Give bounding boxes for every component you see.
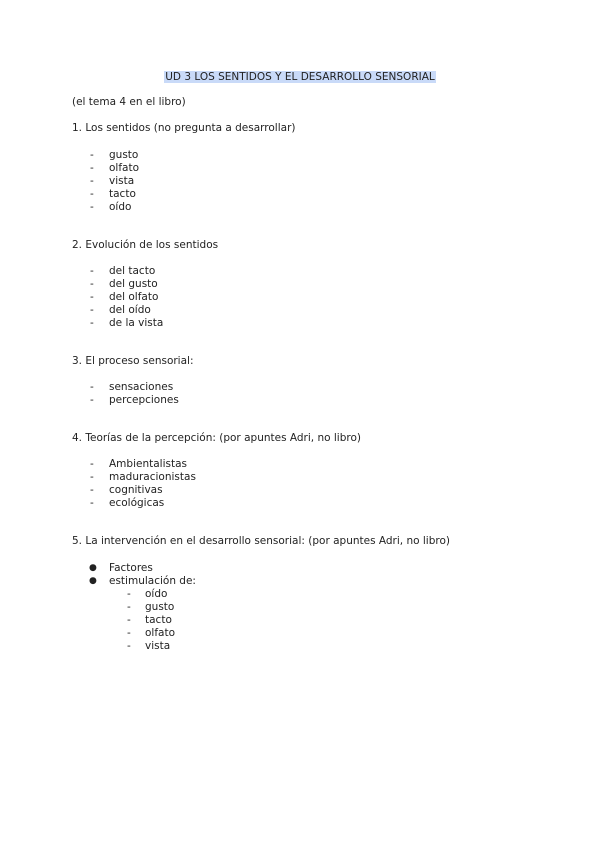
- sublist-item: olfato: [145, 627, 176, 639]
- list-item: Ambientalistas: [109, 458, 187, 470]
- dash-marker: -: [90, 497, 94, 509]
- dash-marker: -: [90, 265, 94, 277]
- list-item: oído: [109, 201, 132, 213]
- sublist-item: tacto: [145, 614, 172, 626]
- section-4-heading: 4. Teorías de la percepción: (por apuntes Adri, no libro): [72, 432, 361, 444]
- bullet-marker: ●: [89, 563, 97, 573]
- dash-marker: -: [90, 175, 94, 187]
- list-item: olfato: [109, 162, 140, 174]
- dash-marker: -: [127, 640, 131, 652]
- dash-marker: -: [90, 188, 94, 200]
- dash-marker: -: [90, 291, 94, 303]
- document-title: UD 3 LOS SENTIDOS Y EL DESARROLLO SENSORIAL: [165, 71, 435, 83]
- dash-marker: -: [90, 278, 94, 290]
- section-2-heading: 2. Evolución de los sentidos: [72, 239, 219, 251]
- list-item: del tacto: [109, 265, 156, 277]
- dash-marker: -: [90, 162, 94, 174]
- sublist-item: vista: [145, 640, 171, 652]
- list-item: del olfato: [109, 291, 159, 303]
- dash-marker: -: [90, 381, 94, 393]
- dash-marker: -: [90, 394, 94, 406]
- dash-marker: -: [90, 458, 94, 470]
- list-item: ecológicas: [109, 497, 165, 509]
- dash-marker: -: [127, 614, 131, 626]
- list-item: del oído: [109, 304, 151, 316]
- dash-marker: -: [127, 627, 131, 639]
- list-item: cognitivas: [109, 484, 163, 496]
- list-item: estimulación de:: [109, 575, 196, 587]
- dash-marker: -: [90, 471, 94, 483]
- list-item: sensaciones: [109, 381, 174, 393]
- dash-marker: -: [90, 304, 94, 316]
- list-item: maduracionistas: [109, 471, 196, 483]
- list-item: tacto: [109, 188, 136, 200]
- list-item: vista: [109, 175, 135, 187]
- list-item: del gusto: [109, 278, 158, 290]
- sublist-item: gusto: [145, 601, 175, 613]
- dash-marker: -: [90, 484, 94, 496]
- list-item: percepciones: [109, 394, 179, 406]
- sublist-item: oído: [145, 588, 168, 600]
- section-1-heading: 1. Los sentidos (no pregunta a desarrollar): [72, 122, 296, 134]
- dash-marker: -: [90, 317, 94, 329]
- subtitle: (el tema 4 en el libro): [72, 96, 186, 108]
- dash-marker: -: [127, 588, 131, 600]
- list-item: de la vista: [109, 317, 164, 329]
- section-5-heading: 5. La intervención en el desarrollo sensorial: (por apuntes Adri, no libro): [72, 535, 450, 547]
- dash-marker: -: [90, 149, 94, 161]
- section-3-heading: 3. El proceso sensorial:: [72, 355, 194, 367]
- dash-marker: -: [127, 601, 131, 613]
- dash-marker: -: [90, 201, 94, 213]
- list-item: Factores: [109, 562, 153, 574]
- bullet-marker: ●: [89, 576, 97, 586]
- list-item: gusto: [109, 149, 139, 161]
